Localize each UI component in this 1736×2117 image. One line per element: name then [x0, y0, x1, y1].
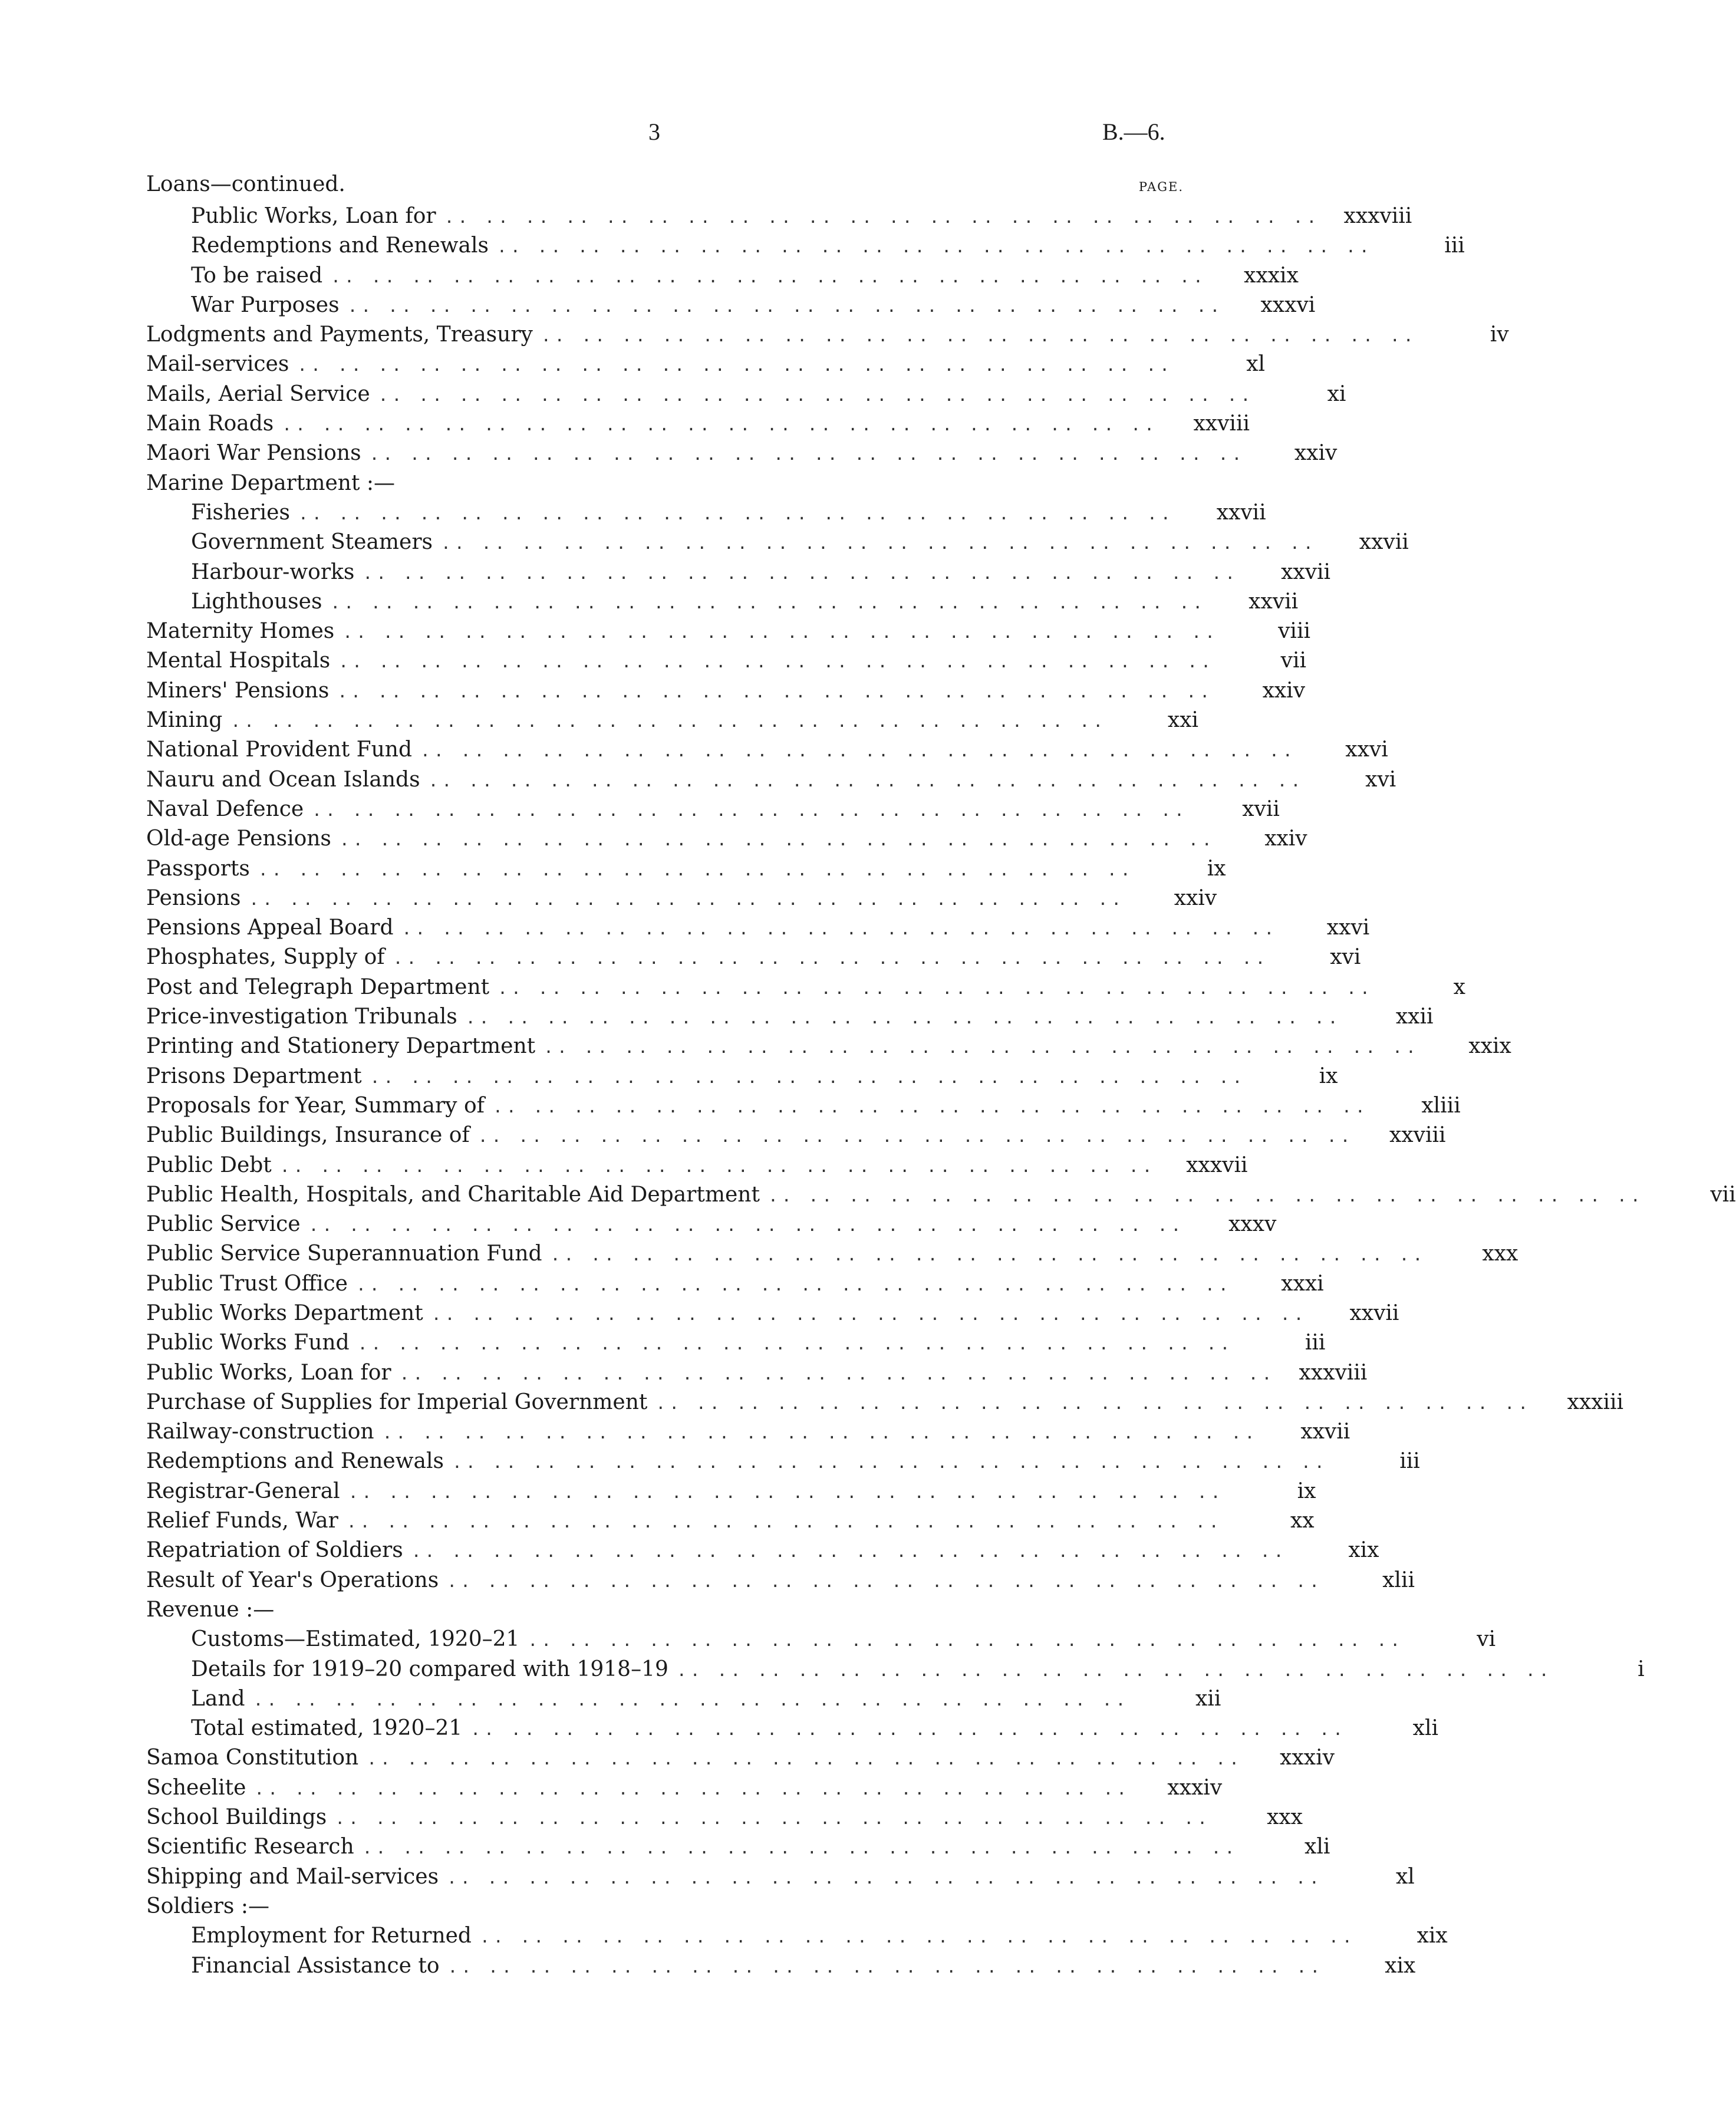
entry-page-number: xl	[1395, 1864, 1415, 1889]
dot-leader: .. .. .. .. .. .. .. .. .. .. .. .. .. .. .. .. .. .. .. .. .. ..	[411, 1542, 1287, 1562]
entry-label: Public Service Superannuation Fund	[146, 1242, 542, 1266]
index-section-heading	[146, 1595, 1190, 1625]
dot-leader: .. .. .. .. .. .. .. .. .. .. .. .. .. .. .. .. .. .. .. .. .. ..	[254, 1779, 1131, 1799]
entry-label: Public Trust Office	[146, 1271, 348, 1296]
entry-page-number: xxix	[1468, 1034, 1511, 1059]
index-entry	[146, 884, 1217, 913]
index-entry	[146, 824, 1307, 854]
dot-leader: .. .. .. .. .. .. .. .. .. .. .. .. .. .. .. .. .. .. .. .. .. ..	[498, 978, 1373, 998]
entry-page-number: xvi	[1330, 945, 1361, 970]
entry-page-number: x	[1453, 974, 1465, 999]
entry-page-number: xxx	[1482, 1242, 1518, 1266]
entry-page-number: xxxv	[1228, 1212, 1277, 1237]
dot-leader: .. .. .. .. .. .. .. .. .. .. .. .. .. .. .. .. .. .. .. .. .. ..	[362, 1838, 1238, 1858]
dot-leader: .. .. .. .. .. .. .. .. .. .. .. .. .. .. .. .. .. .. .. .. .. ..	[337, 681, 1214, 702]
entry-label: Public Works, Loan for	[191, 204, 436, 228]
entry-label: Old-age Pensions	[146, 827, 331, 851]
index-entry	[146, 1536, 1379, 1565]
dot-leader: .. .. .. .. .. .. .. .. .. .. .. .. .. .. .. .. .. .. .. .. .. ..	[312, 800, 1188, 820]
index-entry	[146, 1269, 1324, 1299]
continued-heading: Loans—continued.	[146, 172, 345, 196]
dot-leader: .. .. .. .. .. .. .. .. .. .. .. .. .. .. .. .. .. .. .. .. .. ..	[369, 445, 1246, 465]
entry-page-number: xvii	[1242, 796, 1280, 821]
index-entry	[146, 1447, 1420, 1476]
dot-leader: .. .. .. .. .. .. .. .. .. .. .. .. .. .. .. .. .. .. .. .. .. ..	[655, 1393, 1532, 1413]
index-entry	[146, 1684, 1221, 1714]
entry-label: Fisheries	[191, 500, 290, 525]
index-entry	[146, 1773, 1223, 1803]
index-entry	[146, 1477, 1316, 1506]
index-entry	[146, 1210, 1277, 1239]
entry-page-number: xix	[1385, 1953, 1416, 1978]
index-entry	[146, 291, 1316, 320]
dot-leader: .. .. .. .. .. .. .. .. .. .. .. .. .. .. .. .. .. .. .. .. .. ..	[431, 1304, 1307, 1324]
entry-page-number: i	[1638, 1657, 1645, 1681]
dot-leader: .. .. .. .. .. .. .. .. .. .. .. .. .. .. .. .. .. .. .. .. .. ..	[348, 1482, 1224, 1502]
entry-label: Prisons Department	[146, 1064, 362, 1088]
entry-label: Scientific Research	[146, 1835, 354, 1859]
entry-page-number: xxxvii	[1186, 1153, 1248, 1177]
entry-label: Public Works Fund	[146, 1331, 350, 1355]
dot-leader: .. .. .. .. .. .. .. .. .. .. .. .. .. .. .. .. .. .. .. .. .. ..	[452, 1453, 1328, 1473]
entry-page-number: vii	[1280, 648, 1306, 673]
index-entry	[146, 1121, 1446, 1150]
entry-page-number: xxviii	[1389, 1123, 1446, 1148]
entry-label: Registrar-General	[146, 1479, 340, 1503]
dot-leader: .. .. .. .. .. .. .. .. .. .. .. .. .. .. .. .. .. .. .. .. .. ..	[477, 1127, 1354, 1147]
dot-leader: .. .. .. .. .. .. .. .. .. .. .. .. .. .. .. .. .. .. .. .. .. ..	[492, 1097, 1369, 1117]
entry-label: Purchase of Supplies for Imperial Government	[146, 1390, 648, 1414]
entry-label: Redemptions and Renewals	[146, 1449, 444, 1474]
index-header	[146, 172, 1190, 202]
index-entry	[146, 735, 1388, 765]
entry-page-number: xli	[1412, 1716, 1438, 1741]
entry-label: School Buildings	[146, 1805, 327, 1830]
dot-leader: .. .. .. .. .. .. .. .. .. .. .. .. .. .. .. .. .. .. .. .. .. ..	[767, 1186, 1644, 1206]
index-entry	[146, 1180, 1736, 1210]
entry-page-number: xl	[1246, 352, 1266, 377]
entry-page-number: xvi	[1365, 767, 1396, 792]
dot-leader: .. .. .. .. .. .. .. .. .. .. .. .. .. .. .. .. .. .. .. .. .. ..	[331, 266, 1207, 287]
entry-label: Maternity Homes	[146, 619, 335, 644]
index-entry	[146, 1239, 1518, 1269]
dot-leader: .. .. .. .. .. .. .. .. .. .. .. .. .. .. .. .. .. .. .. .. .. ..	[367, 1749, 1243, 1769]
entry-label: Financial Assistance to	[191, 1953, 440, 1978]
dot-leader: .. .. .. .. .. .. .. .. .. .. .. .. .. .. .. .. .. .. .. .. .. ..	[355, 1275, 1232, 1295]
entry-label: Main Roads	[146, 411, 274, 436]
index-entry	[146, 1388, 1624, 1417]
entry-label: Employment for Returned	[191, 1924, 472, 1948]
index-entry	[146, 202, 1412, 231]
entry-page-number: xli	[1305, 1835, 1330, 1859]
index-section-heading	[146, 469, 1190, 498]
entry-label: Public Health, Hospitals, and Charitable Aid Department	[146, 1182, 760, 1207]
entry-label: Shipping and Mail-services	[146, 1864, 439, 1889]
entry-page-number: xxvii	[1359, 530, 1409, 555]
entry-label: Relief Funds, War	[146, 1509, 338, 1533]
entry-label: Mental Hospitals	[146, 648, 331, 673]
entry-label: War Purposes	[191, 292, 340, 317]
index-entry	[146, 1328, 1326, 1358]
entry-label: Mail-services	[146, 352, 289, 377]
index-entry	[146, 498, 1266, 528]
dot-leader: .. .. .. .. .. .. .. .. .. .. .. .. .. .. .. .. .. .. .. .. .. ..	[338, 652, 1214, 672]
dot-leader: .. .. .. .. .. .. .. .. .. .. .. .. .. .. .. .. .. .. .. .. .. ..	[420, 741, 1296, 761]
index-entry	[146, 587, 1299, 617]
entry-label: Price-investigation Tribunals	[146, 1005, 457, 1029]
entry-page-number: xxi	[1167, 708, 1199, 733]
entry-label: Harbour-works	[191, 559, 355, 584]
dot-leader: .. .. .. .. .. .. .. .. .. .. .. .. .. .. .. .. .. .. .. .. .. ..	[297, 355, 1174, 376]
index-entry	[146, 973, 1465, 1002]
entry-label: Railway-construction	[146, 1420, 374, 1444]
dot-leader: .. .. .. .. .. .. .. .. .. .. .. .. .. .. .. .. .. .. .. .. .. ..	[298, 503, 1174, 524]
dot-leader: .. .. .. .. .. .. .. .. .. .. .. .. .. .. .. .. .. .. .. .. .. ..	[253, 1690, 1129, 1710]
index-entry	[146, 439, 1338, 468]
dot-leader: .. .. .. .. .. .. .. .. .. .. .. .. .. .. .. .. .. .. .. .. .. ..	[447, 1957, 1324, 1977]
entry-label: Passports	[146, 856, 250, 881]
entry-page-number: vii	[1710, 1182, 1736, 1207]
entry-label: Repatriation of Soldiers	[146, 1538, 403, 1563]
dot-leader: .. .. .. .. .. .. .. .. .. .. .. .. .. .. .. .. .. .. .. .. .. ..	[282, 415, 1158, 435]
dot-leader: .. .. .. .. .. .. .. .. .. .. .. .. .. .. .. .. .. .. .. .. .. ..	[550, 1245, 1427, 1265]
dot-leader: .. .. .. .. .. .. .. .. .. .. .. .. .. .. .. .. .. .. .. .. .. ..	[342, 623, 1218, 643]
index-entry	[146, 1803, 1303, 1832]
index-entry	[146, 1506, 1315, 1536]
entry-page-number: iv	[1490, 322, 1509, 347]
entry-page-number: ix	[1297, 1479, 1316, 1503]
dot-leader: .. .. .. .. .. .. .. .. .. .. .. .. .. .. .. .. .. .. .. .. .. ..	[378, 385, 1254, 405]
entry-label: Land	[191, 1686, 245, 1711]
dot-leader: .. .. .. .. .. .. .. .. .. .. .. .. .. .. .. .. .. .. .. .. .. ..	[541, 326, 1417, 346]
entry-page-number: xxxiv	[1280, 1746, 1335, 1770]
entry-label: Details for 1919–20 compared with 1918–19	[191, 1657, 668, 1681]
entry-label: Result of Year's Operations	[146, 1568, 439, 1592]
entry-label: Naval Defence	[146, 796, 304, 821]
index-entry	[146, 1151, 1248, 1180]
index-entry	[146, 380, 1346, 409]
entry-label: Pensions	[146, 885, 241, 910]
index-entry	[146, 1358, 1368, 1388]
document-reference: B.—6.	[1102, 118, 1165, 145]
dot-leader: .. .. .. .. .. .. .. .. .. .. .. .. .. .. .. .. .. .. .. .. .. ..	[258, 860, 1134, 880]
entry-label: Public Service	[146, 1212, 301, 1237]
entry-label: Total estimated, 1920–21	[191, 1716, 463, 1741]
entry-page-number: vi	[1477, 1627, 1496, 1652]
entry-page-number: xxxiii	[1567, 1390, 1624, 1414]
entry-label: Public Debt	[146, 1153, 272, 1177]
index-entry	[146, 1862, 1415, 1892]
entry-page-number: xxxix	[1244, 263, 1299, 288]
entry-page-number: xxiv	[1262, 678, 1306, 703]
entry-page-number: xxx	[1267, 1805, 1303, 1830]
dot-leader: .. .. .. .. .. .. .. .. .. .. .. .. .. .. .. .. .. .. .. .. .. ..	[479, 1927, 1356, 1947]
entry-label: Lighthouses	[191, 589, 322, 614]
entry-page-number: iii	[1305, 1331, 1326, 1355]
entry-page-number: xx	[1290, 1509, 1315, 1533]
entry-page-number: xxvii	[1349, 1301, 1399, 1325]
dot-leader: .. .. .. .. .. .. .. .. .. .. .. .. .. .. .. .. .. .. .. .. .. ..	[444, 208, 1320, 227]
index-entry	[146, 1417, 1350, 1447]
entry-page-number: xxvii	[1281, 559, 1331, 584]
dot-leader: .. .. .. .. .. .. .. .. .. .. .. .. .. .. .. .. .. .. .. .. .. ..	[497, 237, 1373, 257]
dot-leader: .. .. .. .. .. .. .. .. .. .. .. .. .. .. .. .. .. .. .. .. .. ..	[441, 534, 1317, 554]
entry-label: Public Works, Loan for	[146, 1360, 391, 1385]
entry-page-number: xxvii	[1249, 589, 1299, 614]
index-list	[146, 172, 1736, 1981]
entry-label: Marine Department :—	[146, 470, 395, 495]
entry-label: National Provident Fund	[146, 738, 413, 762]
dot-leader: .. .. .. .. .. .. .. .. .. .. .. .. .. .. .. .. .. .. .. .. .. ..	[393, 949, 1269, 969]
entry-page-number: xix	[1417, 1924, 1448, 1948]
dot-leader: .. .. .. .. .. .. .. .. .. .. .. .. .. .. .. .. .. .. .. .. .. ..	[249, 889, 1125, 909]
index-entry	[146, 528, 1409, 557]
index-entry	[146, 558, 1331, 587]
index-entry	[146, 646, 1306, 676]
entry-label: Proposals for Year, Summary of	[146, 1093, 485, 1118]
entry-page-number: xi	[1327, 381, 1346, 406]
page-column-label: PAGE.	[1138, 180, 1184, 194]
dot-leader: .. .. .. .. .. .. .. .. .. .. .. .. .. .. .. .. .. .. .. .. .. ..	[335, 1809, 1211, 1829]
index-entry	[146, 1832, 1330, 1862]
entry-label: Soldiers :—	[146, 1894, 269, 1918]
index-entry	[146, 617, 1310, 646]
entry-label: Post and Telegraph Department	[146, 974, 490, 999]
entry-page-number: xxvi	[1345, 738, 1388, 762]
dot-leader: .. .. .. .. .. .. .. .. .. .. .. .. .. .. .. .. .. .. .. .. .. ..	[399, 1364, 1276, 1384]
index-entry	[146, 320, 1509, 350]
entry-label: Redemptions and Renewals	[191, 233, 489, 258]
entry-page-number: xxxi	[1281, 1271, 1324, 1296]
entry-page-number: xxvii	[1216, 500, 1266, 525]
dot-leader: .. .. .. .. .. .. .. .. .. .. .. .. .. .. .. .. .. .. .. .. .. ..	[363, 563, 1239, 583]
entry-page-number: xxiv	[1294, 441, 1338, 466]
index-entry	[146, 943, 1361, 972]
index-entry	[146, 1062, 1338, 1091]
entry-label: To be raised	[191, 263, 323, 288]
entry-label: Public Works Department	[146, 1301, 423, 1325]
dot-leader: .. .. .. .. .. .. .. .. .. .. .. .. .. .. .. .. .. .. .. .. .. ..	[447, 1868, 1323, 1888]
index-entry	[146, 676, 1306, 706]
dot-leader: .. .. .. .. .. .. .. .. .. .. .. .. .. .. .. .. .. .. .. .. .. ..	[308, 1216, 1185, 1236]
entry-label: Revenue :—	[146, 1597, 275, 1622]
index-entry	[146, 409, 1250, 439]
entry-page-number: xlii	[1382, 1568, 1415, 1592]
dot-leader: .. .. .. .. .. .. .. .. .. .. .. .. .. .. .. .. .. .. .. .. .. ..	[347, 296, 1224, 316]
dot-leader: .. .. .. .. .. .. .. .. .. .. .. .. .. .. .. .. .. .. .. .. .. ..	[382, 1423, 1259, 1443]
entry-label: Maori War Pensions	[146, 441, 361, 466]
index-entry	[146, 1921, 1448, 1951]
entry-page-number: xxxviii	[1299, 1360, 1368, 1385]
index-entry	[146, 1299, 1399, 1328]
index-entry	[146, 1743, 1335, 1773]
index-entry	[146, 765, 1396, 795]
entry-label: Scheelite	[146, 1775, 246, 1800]
index-section-heading	[146, 1892, 1190, 1921]
index-entry	[146, 854, 1226, 884]
index-entries	[146, 202, 1736, 1981]
dot-leader: .. .. .. .. .. .. .. .. .. .. .. .. .. .. .. .. .. .. .. .. .. ..	[330, 592, 1207, 613]
dot-leader: .. .. .. .. .. .. .. .. .. .. .. .. .. .. .. .. .. .. .. .. .. ..	[447, 1571, 1323, 1591]
entry-page-number: xxiv	[1174, 885, 1217, 910]
index-entry	[146, 1002, 1434, 1032]
page-number: 3	[648, 118, 660, 145]
entry-page-number: iii	[1444, 233, 1465, 258]
entry-label: Mails, Aerial Service	[146, 381, 370, 406]
entry-page-number: xii	[1195, 1686, 1221, 1711]
entry-page-number: ix	[1207, 856, 1226, 881]
dot-leader: .. .. .. .. .. .. .. .. .. .. .. .. .. .. .. .. .. .. .. .. .. ..	[428, 771, 1305, 791]
entry-page-number: xliii	[1421, 1093, 1461, 1118]
entry-label: Government Steamers	[191, 530, 433, 555]
entry-page-number: viii	[1278, 619, 1310, 644]
entry-page-number: iii	[1399, 1449, 1420, 1474]
index-entry	[146, 261, 1299, 291]
dot-leader: .. .. .. .. .. .. .. .. .. .. .. .. .. .. .. .. .. .. .. .. .. ..	[357, 1334, 1234, 1354]
dot-leader: .. .. .. .. .. .. .. .. .. .. .. .. .. .. .. .. .. .. .. .. .. ..	[528, 1631, 1404, 1651]
dot-leader: .. .. .. .. .. .. .. .. .. .. .. .. .. .. .. .. .. .. .. .. .. ..	[279, 1156, 1156, 1176]
entry-page-number: xxvi	[1326, 916, 1370, 940]
entry-label: Samoa Constitution	[146, 1746, 359, 1770]
entry-page-number: xix	[1348, 1538, 1379, 1563]
entry-label: Mining	[146, 708, 223, 733]
entry-label: Miners' Pensions	[146, 678, 330, 703]
index-entry	[146, 706, 1199, 735]
index-entry	[146, 1625, 1496, 1654]
entry-page-number: xxxviii	[1343, 204, 1412, 228]
entry-label: Phosphates, Supply of	[146, 945, 385, 970]
dot-leader: .. .. .. .. .. .. .. .. .. .. .. .. .. .. .. .. .. .. .. .. .. ..	[470, 1720, 1346, 1740]
index-entry	[146, 350, 1266, 379]
dot-leader: .. .. .. .. .. .. .. .. .. .. .. .. .. .. .. .. .. .. .. .. .. ..	[465, 1008, 1342, 1028]
dot-leader: .. .. .. .. .. .. .. .. .. .. .. .. .. .. .. .. .. .. .. .. .. ..	[543, 1038, 1419, 1058]
dot-leader: .. .. .. .. .. .. .. .. .. .. .. .. .. .. .. .. .. .. .. .. .. ..	[346, 1512, 1223, 1532]
entry-page-number: xxxvi	[1260, 292, 1316, 317]
entry-label: Pensions Appeal Board	[146, 916, 394, 940]
entry-page-number: xxvii	[1300, 1420, 1350, 1444]
entry-label: Printing and Stationery Department	[146, 1034, 536, 1059]
entry-page-number: xxii	[1395, 1005, 1434, 1029]
dot-leader: .. .. .. .. .. .. .. .. .. .. .. .. .. .. .. .. .. .. .. .. .. ..	[230, 712, 1107, 732]
entry-label: Public Buildings, Insurance of	[146, 1123, 470, 1148]
entry-label: Lodgments and Payments, Treasury	[146, 322, 533, 347]
entry-page-number: ix	[1319, 1064, 1338, 1088]
entry-page-number: xxviii	[1193, 411, 1250, 436]
index-entry	[146, 1091, 1461, 1121]
entry-page-number: xxiv	[1264, 827, 1307, 851]
dot-leader: .. .. .. .. .. .. .. .. .. .. .. .. .. .. .. .. .. .. .. .. .. ..	[370, 1067, 1246, 1087]
index-entry	[146, 231, 1465, 261]
index-entry	[146, 1032, 1511, 1061]
index-entry	[146, 1655, 1645, 1684]
index-entry	[146, 1714, 1438, 1743]
index-entry	[146, 913, 1370, 943]
dot-leader: .. .. .. .. .. .. .. .. .. .. .. .. .. .. .. .. .. .. .. .. .. ..	[676, 1660, 1553, 1680]
index-entry	[146, 795, 1280, 824]
index-entry	[146, 1566, 1415, 1595]
entry-label: Nauru and Ocean Islands	[146, 767, 420, 792]
dot-leader: .. .. .. .. .. .. .. .. .. .. .. .. .. .. .. .. .. .. .. .. .. ..	[339, 830, 1215, 850]
dot-leader: .. .. .. .. .. .. .. .. .. .. .. .. .. .. .. .. .. .. .. .. .. ..	[401, 919, 1278, 939]
index-entry	[146, 1951, 1416, 1981]
entry-label: Customs—Estimated, 1920–21	[191, 1627, 520, 1652]
entry-page-number: xxxiv	[1167, 1775, 1223, 1800]
